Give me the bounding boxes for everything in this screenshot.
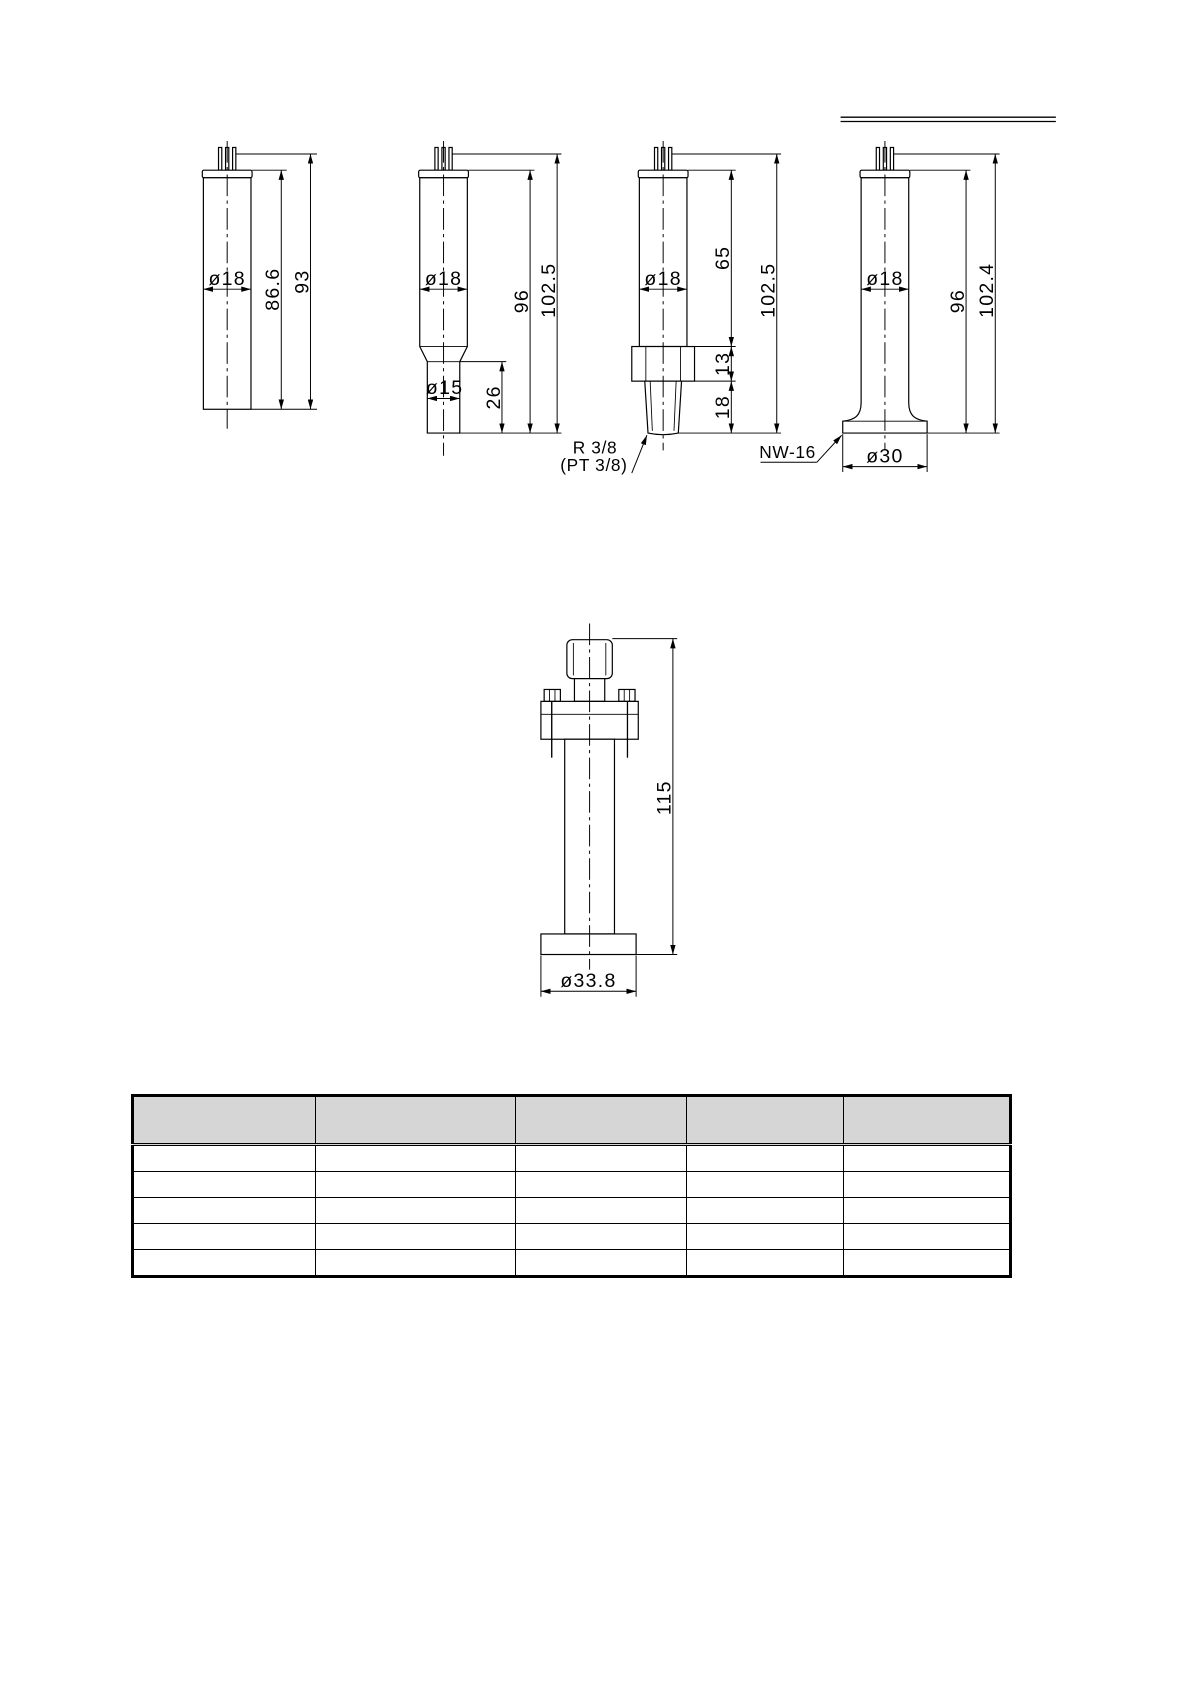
table-row [133, 1172, 1011, 1198]
table-cell [516, 1224, 687, 1250]
flange-callout [759, 435, 841, 462]
thread-spec-label: R 3/8 [572, 437, 618, 458]
base-diameter-label: ø33.8 [560, 969, 617, 992]
table-cell [687, 1250, 844, 1277]
thread-length-label: 18 [712, 394, 735, 420]
table-cell [844, 1224, 1011, 1250]
table-body [133, 1145, 1011, 1277]
sensor-drawing-5 [541, 623, 677, 996]
diameter-label: ø18 [424, 267, 463, 290]
table-row [133, 1145, 1011, 1172]
table-cell [844, 1172, 1011, 1198]
table-header-cell [316, 1096, 516, 1145]
table-cell [516, 1250, 687, 1277]
table-cell [133, 1250, 316, 1277]
table-cell [844, 1145, 1011, 1172]
table-cell [687, 1172, 844, 1198]
table-cell [133, 1224, 316, 1250]
pin [219, 147, 222, 170]
diameter-label: ø18 [644, 267, 682, 290]
table-row [133, 1250, 1011, 1277]
sensor-drawing-3 [560, 141, 781, 475]
table-cell [687, 1198, 844, 1224]
table-row [133, 1198, 1011, 1224]
pin [890, 147, 893, 170]
overall-length-label: 102.5 [537, 262, 560, 318]
sensor-base [541, 934, 636, 955]
table-header-cell [516, 1096, 687, 1145]
leader-line [817, 435, 842, 462]
overall-length-label: 102.5 [757, 262, 780, 318]
table-cell [316, 1224, 516, 1250]
table-cell [844, 1198, 1011, 1224]
table-header-row [133, 1096, 1011, 1145]
body-length-label: 96 [510, 288, 533, 314]
table-cell [844, 1250, 1011, 1277]
table-cell [316, 1198, 516, 1224]
table-cell [687, 1145, 844, 1172]
pin [435, 147, 438, 170]
flange-spec-label: NW-16 [759, 441, 816, 462]
tip-diameter-label: ø15 [425, 377, 464, 400]
nut-height-label: 13 [712, 351, 735, 376]
spec-table [131, 1094, 1012, 1278]
bolt-head [619, 689, 635, 701]
table-header-cell [687, 1096, 844, 1145]
table-head [133, 1096, 1011, 1145]
table-cell [133, 1172, 316, 1198]
table-cell [316, 1250, 516, 1277]
body-length-label: 86.6 [262, 267, 285, 311]
leader-line [632, 435, 647, 473]
table-cell [516, 1145, 687, 1172]
sensor-drawing-2 [419, 141, 562, 456]
table-cell [133, 1198, 316, 1224]
diameter-label: ø18 [866, 267, 904, 290]
pin [669, 147, 672, 170]
pin [449, 147, 452, 170]
flange-diameter-label: ø30 [866, 445, 904, 468]
pin [655, 147, 658, 170]
table-header-cell [133, 1096, 316, 1145]
pin [876, 147, 879, 170]
table-cell [133, 1145, 316, 1172]
table-header-cell [844, 1096, 1011, 1145]
sensor-drawing-4 [759, 141, 999, 472]
table-cell [316, 1145, 516, 1172]
title-rule [841, 117, 1056, 121]
thread-spec-alt-label: (PT 3/8) [560, 454, 628, 475]
overall-length-label: 115 [653, 780, 676, 816]
pin [233, 147, 236, 170]
body-length-label: 96 [946, 288, 969, 314]
thread-callout [560, 435, 647, 475]
tip-length-label: 26 [482, 385, 505, 410]
overall-length-label: 102.4 [976, 262, 999, 318]
overall-length-label: 93 [291, 269, 314, 294]
table-cell [687, 1224, 844, 1250]
table-row [133, 1224, 1011, 1250]
bolt-head [544, 689, 560, 701]
sensor-drawing-1 [202, 141, 317, 429]
diameter-label: ø18 [208, 267, 246, 290]
table-cell [316, 1172, 516, 1198]
body-length-label: 65 [712, 245, 735, 270]
table-cell [516, 1198, 687, 1224]
table-cell [516, 1172, 687, 1198]
